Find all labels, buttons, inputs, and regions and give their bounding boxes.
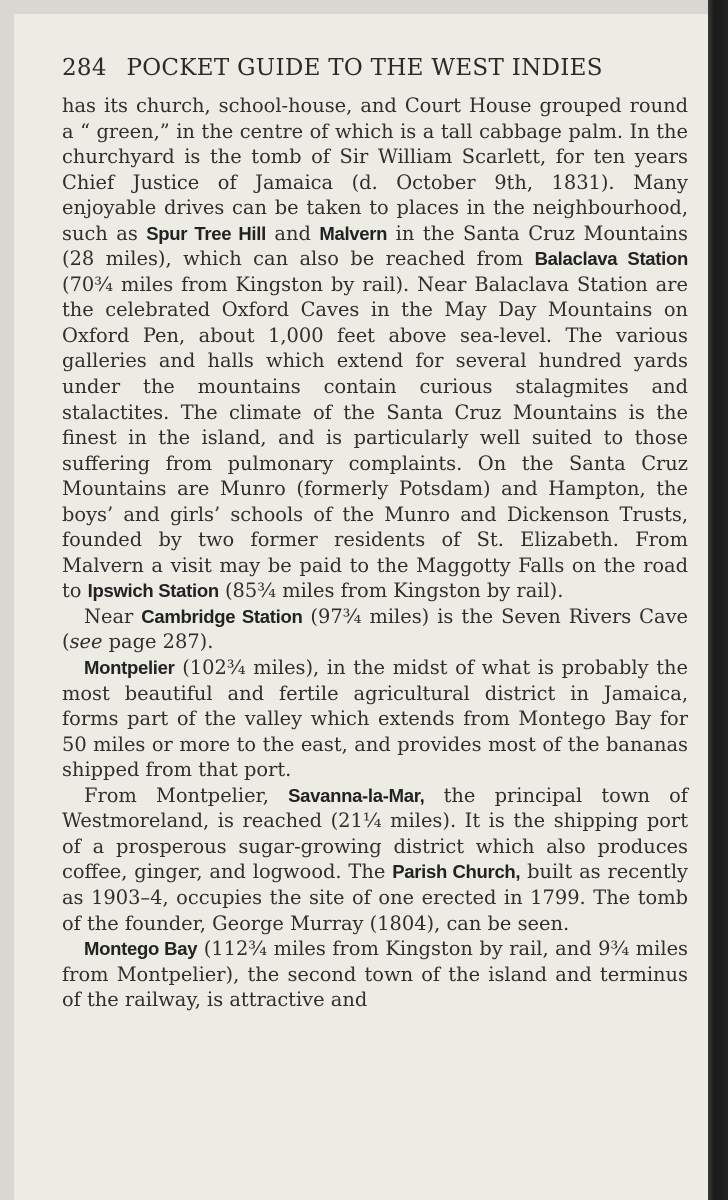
bold-place-name: Montpelier bbox=[84, 657, 175, 679]
paragraph bbox=[62, 93, 688, 604]
body-text bbox=[62, 93, 688, 1013]
text-run: the principal town of Westmoreland, is reached (21¼ miles). It is the shipping port of a prosperous sugar-growing district which also produces coffee, ginger, and logwood. The bbox=[62, 783, 688, 884]
running-title: POCKET GUIDE TO THE WEST INDIES bbox=[126, 55, 603, 81]
text-run: and bbox=[265, 221, 320, 245]
running-header bbox=[62, 55, 692, 81]
italic-text: see bbox=[69, 630, 103, 654]
bold-place-name: Savanna-la-Mar, bbox=[288, 784, 425, 806]
text-run: Near bbox=[84, 604, 142, 628]
text-run: (85¾ miles from Kingston by rail). bbox=[218, 579, 564, 603]
text-run: (97¾ miles) is the Seven Rivers Cave ( bbox=[62, 604, 689, 654]
paragraph bbox=[62, 936, 688, 1013]
bold-place-name: Balaclava Station bbox=[534, 248, 688, 270]
bold-place-name: Montego Bay bbox=[84, 938, 198, 960]
bold-place-name: Parish Church, bbox=[392, 861, 521, 883]
text-run: page 287). bbox=[102, 630, 214, 654]
bold-place-name: Malvern bbox=[319, 222, 388, 244]
paragraph bbox=[62, 604, 688, 655]
text-run: built as recently as 1903–4, occupies the site of one erected in 1799. The tomb of the founder, George Murray (1804), can be seen. bbox=[62, 860, 688, 935]
text-run: (70¾ miles from Kingston by rail). Near Balaclava Station are the celebrated Oxford Caves in the May Day Mountains on Oxford Pen, about 1,000 feet above sea-level. The various galleries and halls which extend for several hundred yards under the mountains contain curious stalagmites and stalactites. The climate of the Santa Cruz Mountains is the finest in the island, and is particularly well suited to those suffering from pulmonary complaints. On the Santa Cruz Mountains are Munro (formerly Potsdam) and Hampton, the boys’ and girls’ schools of the Munro and Dickenson Trusts, founded by two former residents of St. Elizabeth. From Malvern a visit may be paid to the Maggotty Falls on the road to bbox=[62, 272, 688, 603]
paragraph bbox=[62, 783, 688, 936]
page-number: 284 bbox=[62, 55, 107, 81]
paragraph bbox=[62, 655, 688, 783]
text-run: in the Santa Cruz Mountains (28 miles), which can also be reached from bbox=[62, 221, 688, 271]
text-run: (102¾ miles), in the midst of what is probably the most beautiful and fertile agricultural district in Jamaica, forms part of the valley which extends from Montego Bay for 50 miles or more to the east, and provides most of the bananas shipped from that port. bbox=[62, 656, 688, 782]
text-run: has its church, school-house, and Court House grouped round a “ green,” in the centre of which is a tall cabbage palm. In the churchyard is the tomb of Sir William Scarlett, for ten years Chief Justice of Jamaica (d. October 9th, 1831). Many enjoyable drives can be taken to places in the neighbourhood, such as bbox=[62, 94, 688, 245]
bold-place-name: Cambridge Station bbox=[141, 605, 303, 627]
bold-place-name: Spur Tree Hill bbox=[146, 222, 266, 244]
book-spine-shadow bbox=[708, 0, 728, 1200]
bold-place-name: Ipswich Station bbox=[87, 580, 219, 602]
text-run: From Montpelier, bbox=[84, 783, 289, 807]
text-run: (112¾ miles from Kingston by rail, and 9¾ miles from Montpelier), the second town of the island and terminus of the railway, is attractive and bbox=[62, 937, 689, 1012]
